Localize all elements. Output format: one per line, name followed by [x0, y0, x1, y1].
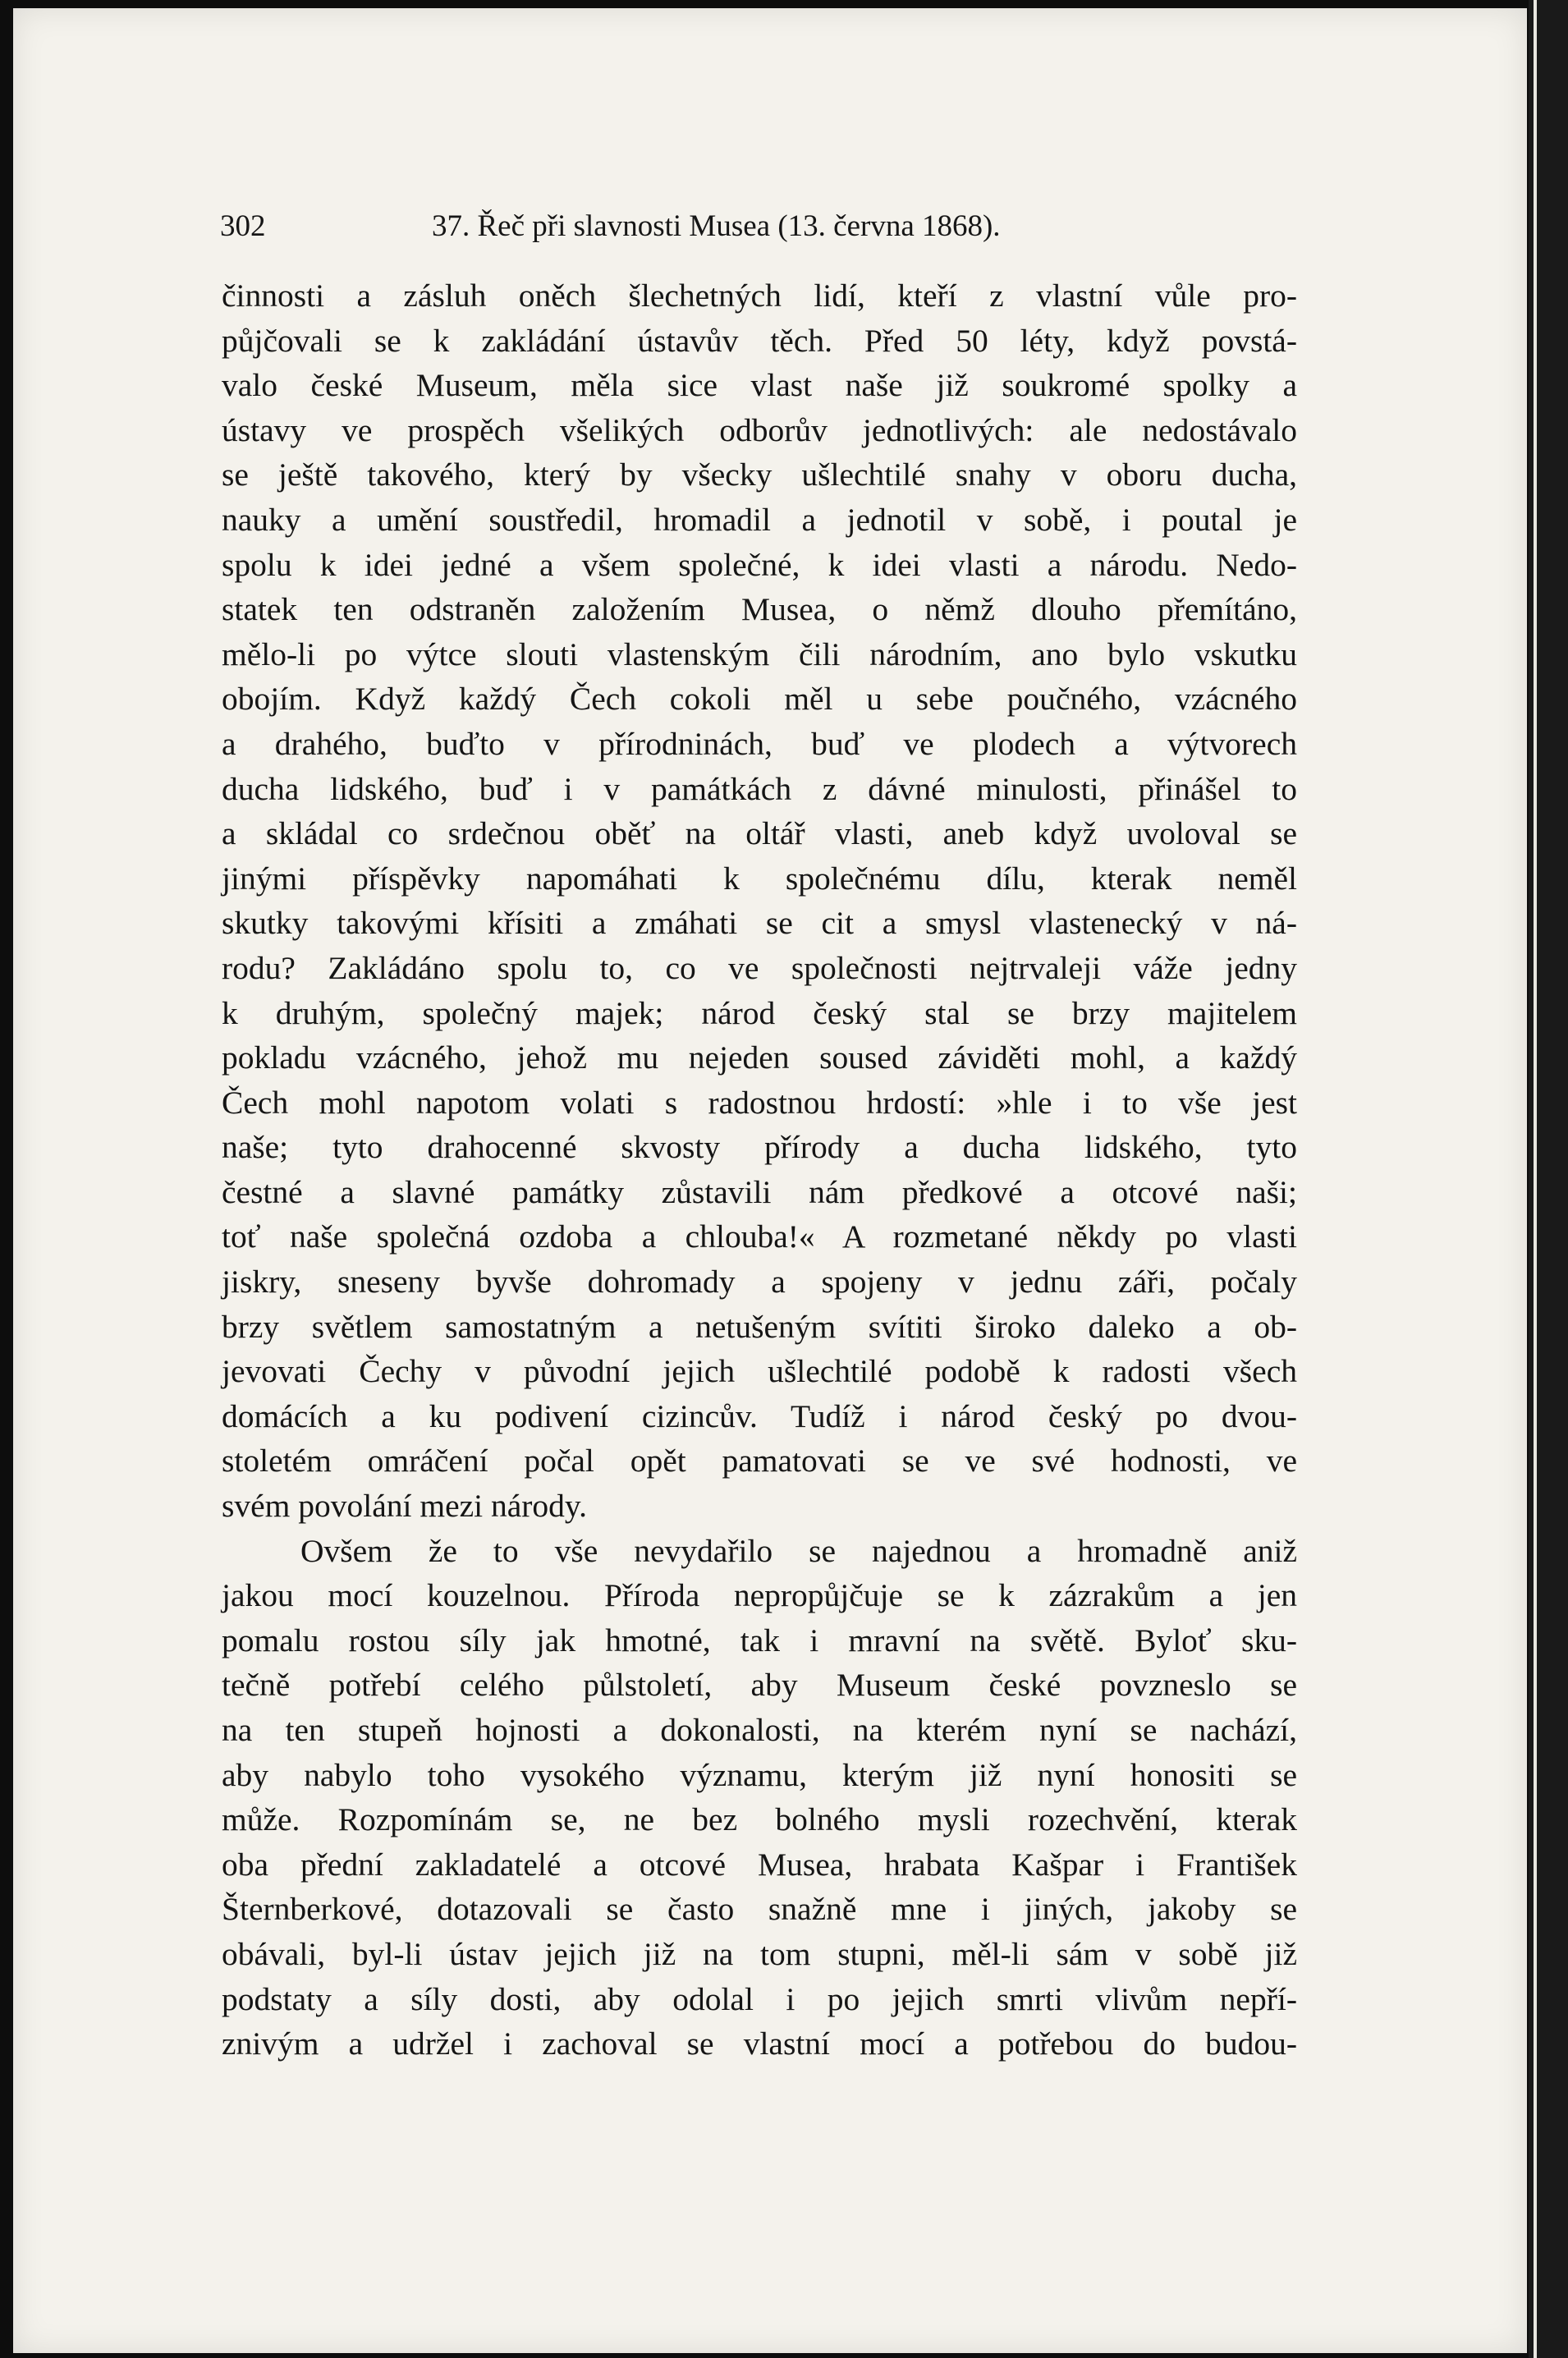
- text-line: znivým a udržel i zachoval se vlastní mocí a potřebou do budou-: [222, 2025, 1297, 2062]
- text-line: jiskry, sneseny byvše dohromady a spojeny v jednu záři, počaly: [222, 1264, 1297, 1301]
- text-line: mělo-li po výtce slouti vlastenským čili národním, ano bylo vskutku: [222, 635, 1297, 672]
- text-line: pomalu rostou síly jak hmotné, tak i mravní na světě. Byloť sku-: [222, 1622, 1297, 1658]
- text-line: oba přední zakladatelé a otcové Musea, hrabata Kašpar i František: [222, 1846, 1297, 1883]
- text-line: Šternberkové, dotazovali se často snažně mne i jiných, jakoby se: [222, 1891, 1297, 1928]
- text-line: Čech mohl napotom volati s radostnou hrdostí: »hle i to vše jest: [222, 1084, 1297, 1121]
- text-line: spolu k idei jedné a všem společné, k idei vlasti a národu. Nedo-: [222, 546, 1297, 583]
- text-line: tečně potřebí celého půlstoletí, aby Museum české povzneslo se: [222, 1667, 1297, 1704]
- text-line: nauky a umění soustředil, hromadil a jednotil v sobě, i poutal je: [222, 501, 1297, 538]
- text-line: může. Rozpomínám se, ne bez bolného mysli rozechvění, kterak: [222, 1801, 1297, 1838]
- text-line: se ještě takového, který by všecky ušlechtilé snahy v oboru ducha,: [222, 456, 1297, 493]
- text-line: naše; tyto drahocenné skvosty přírody a ducha lidského, tyto: [222, 1129, 1297, 1166]
- text-line: na ten stupeň hojnosti a dokonalosti, na kterém nyní se nachází,: [222, 1712, 1297, 1748]
- text-line: brzy světlem samostatným a netušeným svítiti široko daleko a ob-: [222, 1308, 1297, 1345]
- text-line: činnosti a zásluh oněch šlechetných lidí, kteří z vlastní vůle pro-: [222, 278, 1297, 314]
- page-number: 302: [220, 209, 266, 243]
- text-line: ducha lidského, buď i v památkách z dávné minulosti, přinášel to: [222, 770, 1297, 807]
- text-line: podstaty a síly dosti, aby odolal i po jejich smrti vlivům nepří-: [222, 1980, 1297, 2017]
- page-edge-shadow: [1529, 0, 1568, 2358]
- body-text: [222, 273, 1297, 2067]
- page-edge-strip: [1534, 0, 1537, 2358]
- text-line: jakou mocí kouzelnou. Příroda nepropůjčuje se k zázrakům a jen: [222, 1577, 1297, 1614]
- text-line: domácích a ku podivení cizincův. Tudíž i národ český po dvou-: [222, 1397, 1297, 1434]
- running-head: 37. Řeč při slavnosti Musea (13. června 1868).: [432, 209, 1001, 243]
- page-header: [220, 204, 1304, 253]
- text-line: statek ten odstraněn založením Musea, o němž dlouho přemítáno,: [222, 591, 1297, 628]
- text-line: stoletém omráčení počal opět pamatovati se ve své hodnosti, ve: [222, 1443, 1297, 1479]
- text-line: čestné a slavné památky zůstavili nám předkové a otcové naši;: [222, 1173, 1297, 1210]
- paragraph-start-line: Ovšem že to vše nevydařilo se najednou a hromadně aniž: [300, 1532, 1297, 1569]
- text-line: jevovati Čechy v původní jejich ušlechtilé podobě k radosti všech: [222, 1353, 1297, 1390]
- text-line: obávali, byl-li ústav jejich již na tom stupni, měl-li sám v sobě již: [222, 1935, 1297, 1972]
- text-line: rodu? Zakládáno spolu to, co ve společnosti nejtrvaleji váže jedny: [222, 949, 1297, 986]
- text-line: a drahého, buďto v přírodninách, buď ve plodech a výtvorech: [222, 725, 1297, 762]
- text-line: pokladu vzácného, jehož mu nejeden soused záviděti mohl, a každý: [222, 1039, 1297, 1076]
- text-line: a skládal co srdečnou oběť na oltář vlasti, aneb když uvoloval se: [222, 815, 1297, 852]
- text-line: obojím. Když každý Čech cokoli měl u sebe poučného, vzácného: [222, 681, 1297, 718]
- text-line: jinými příspěvky napomáhati k společnému dílu, kterak neměl: [222, 860, 1297, 897]
- text-line: toť naše společná ozdoba a chlouba!« A rozmetané někdy po vlasti: [222, 1218, 1297, 1255]
- text-line: ústavy ve prospěch všelikých odborův jednotlivých: ale nedostávalo: [222, 411, 1297, 448]
- text-line: aby nabylo toho vysokého významu, kterým již nyní honositi se: [222, 1756, 1297, 1793]
- text-line: půjčovali se k zakládání ústavův těch. Před 50 léty, když povstá-: [222, 322, 1297, 359]
- text-line: skutky takovými křísiti a zmáhati se cit a smysl vlastenecký v ná-: [222, 905, 1297, 942]
- paragraph-end-line: svém povolání mezi národy.: [222, 1488, 587, 1525]
- text-line: k druhým, společný majek; národ český stal se brzy majitelem: [222, 994, 1297, 1031]
- text-line: valo české Museum, měla sice vlast naše již soukromé spolky a: [222, 367, 1297, 404]
